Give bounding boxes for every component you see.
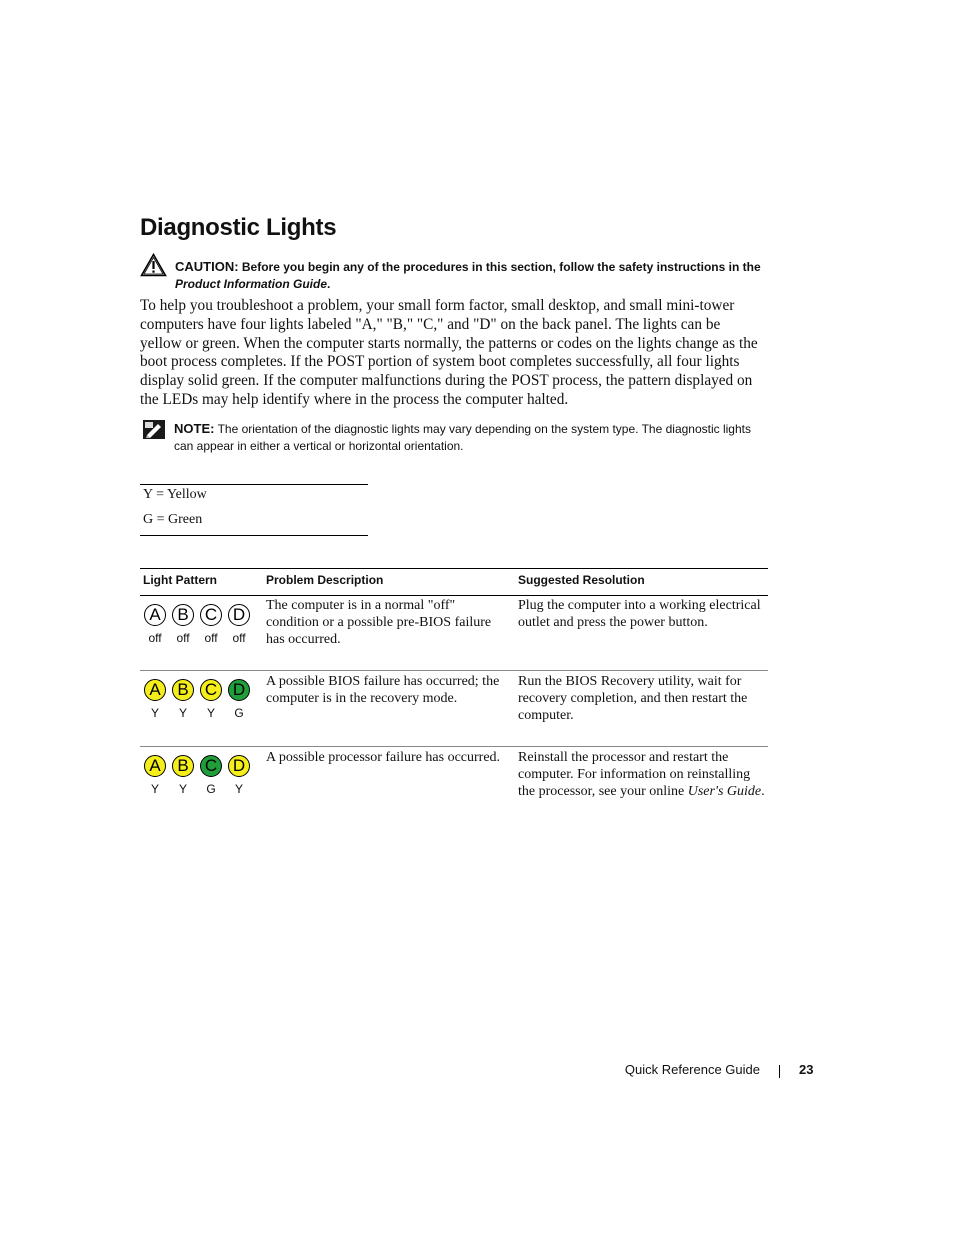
page-title: Diagnostic Lights	[140, 214, 337, 241]
light-state-label: Y	[206, 706, 215, 720]
note-label: NOTE:	[174, 421, 215, 436]
resolution-text: Reinstall the processor and restart the computer. For information on reinstalling the processor, see your online	[518, 750, 751, 799]
problem-description: A possible processor failure has occurred.	[266, 750, 501, 765]
light-state-label: Y	[150, 706, 159, 720]
diagnostic-light-a: A	[144, 755, 166, 777]
caution-end: .	[327, 277, 331, 291]
suggested-resolution: Run the BIOS Recovery utility, wait for recovery completion, and then restart the computer.	[518, 674, 748, 723]
light-state-label: off	[176, 631, 190, 645]
diagnostic-light-c: C	[200, 679, 222, 701]
caution-guide-title: Product Information Guide	[175, 277, 327, 291]
light-state-label: off	[148, 631, 162, 645]
legend-green: G = Green	[143, 512, 203, 527]
diagnostic-light-d: D	[228, 679, 250, 701]
suggested-resolution: Plug the computer into a working electrical outlet and press the power button.	[518, 598, 761, 630]
caution-message	[175, 258, 775, 293]
caution-body: Before you begin any of the procedures in this section, follow the safety instructions in the	[238, 260, 761, 274]
resolution-end: .	[761, 784, 765, 799]
diagnostic-light-c: C	[200, 755, 222, 777]
light-state-label: G	[234, 706, 244, 720]
note-icon	[143, 420, 165, 439]
header-resolution: Suggested Resolution	[518, 573, 645, 587]
diagnostic-table	[140, 568, 768, 827]
footer-divider	[779, 1065, 780, 1078]
diagnostic-light-a: A	[144, 679, 166, 701]
color-legend	[140, 484, 368, 536]
header-problem: Problem Description	[266, 573, 384, 587]
users-guide-title: User's Guide	[687, 784, 762, 799]
light-pattern	[142, 679, 257, 724]
table-header	[140, 569, 768, 596]
diagnostic-light-d: D	[228, 755, 250, 777]
light-state-label: Y	[178, 706, 187, 720]
caution-icon	[140, 253, 167, 277]
footer-guide-name: Quick Reference Guide	[624, 1062, 760, 1077]
light-state-label: off	[232, 631, 246, 645]
light-state-label: Y	[150, 782, 159, 796]
diagnostic-light-d: D	[228, 604, 250, 626]
table-row	[140, 671, 768, 747]
note-body: The orientation of the diagnostic lights may vary depending on the system type. The diagnostic lights can appear in either a vertical or horizontal orientation.	[174, 422, 751, 453]
diagnostic-light-c: C	[200, 604, 222, 626]
light-state-label: G	[206, 782, 216, 796]
light-state-label: Y	[234, 782, 243, 796]
problem-description: The computer is in a normal "off" condition or a possible pre-BIOS failure has occurred.	[266, 598, 492, 647]
problem-description: A possible BIOS failure has occurred; the computer is in the recovery mode.	[266, 674, 500, 706]
header-light-pattern: Light Pattern	[143, 573, 217, 587]
table-row	[140, 747, 768, 827]
diagnostic-light-b: B	[172, 679, 194, 701]
intro-paragraph: To help you troubleshoot a problem, your small form factor, small desktop, and small mini-tower computers have four lights labeled "A," "B," "C," and "D" on the back panel. The lights can be yellow or green. When the computer starts normally, the patterns or codes on the lights change as the boot process completes. If the POST portion of system boot completes successfully, all four lights display solid green. If the computer malfunctions during the POST process, the pattern displayed on the LEDs may help identify where in the process the computer halted.	[140, 297, 758, 408]
suggested-resolution	[518, 749, 768, 800]
table-row	[140, 596, 768, 671]
light-state-label: Y	[178, 782, 187, 796]
caution-label: CAUTION:	[175, 259, 239, 274]
diagnostic-light-b: B	[172, 755, 194, 777]
diagnostic-light-b: B	[172, 604, 194, 626]
legend-yellow: Y = Yellow	[143, 487, 207, 502]
light-pattern	[142, 604, 257, 649]
light-pattern	[142, 755, 257, 800]
note-message	[174, 420, 764, 455]
diagnostic-light-a: A	[144, 604, 166, 626]
page-number: 23	[799, 1062, 814, 1077]
light-state-label: off	[204, 631, 218, 645]
